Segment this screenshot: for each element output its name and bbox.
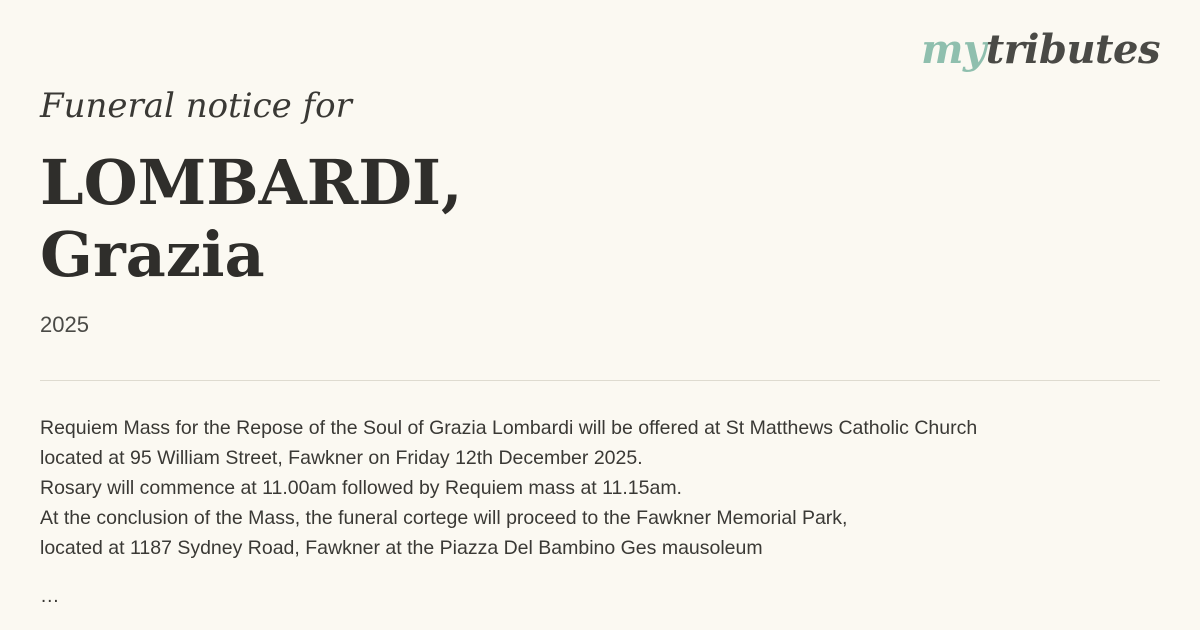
brand-name-tributes: tributes: [985, 26, 1160, 73]
notice-type-label: Funeral notice for: [40, 86, 352, 126]
notice-year: 2025: [40, 311, 89, 337]
notice-body-line: located at 95 William Street, Fawkner on Friday 12th December 2025.: [40, 446, 643, 469]
brand-name-my: my: [921, 26, 986, 73]
section-divider: [40, 380, 1160, 381]
notice-truncation-ellipsis: …: [40, 584, 60, 607]
notice-body-line: Rosary will commence at 11.00am followed by Requiem mass at 11.15am.: [40, 476, 682, 499]
notice-body-line: At the conclusion of the Mass, the funeral cortege will proceed to the Fawkner Memorial Park,: [40, 506, 848, 529]
notice-body: [40, 413, 1160, 611]
notice-body-line: Requiem Mass for the Repose of the Soul of Grazia Lombardi will be offered at St Matthews Catholic Church: [40, 416, 978, 439]
notice-body-line: located at 1187 Sydney Road, Fawkner at the Piazza Del Bambino Ges mausoleum: [40, 536, 763, 559]
notice-content: [40, 0, 1160, 611]
page-title: LOMBARDI, Grazia: [40, 146, 463, 291]
